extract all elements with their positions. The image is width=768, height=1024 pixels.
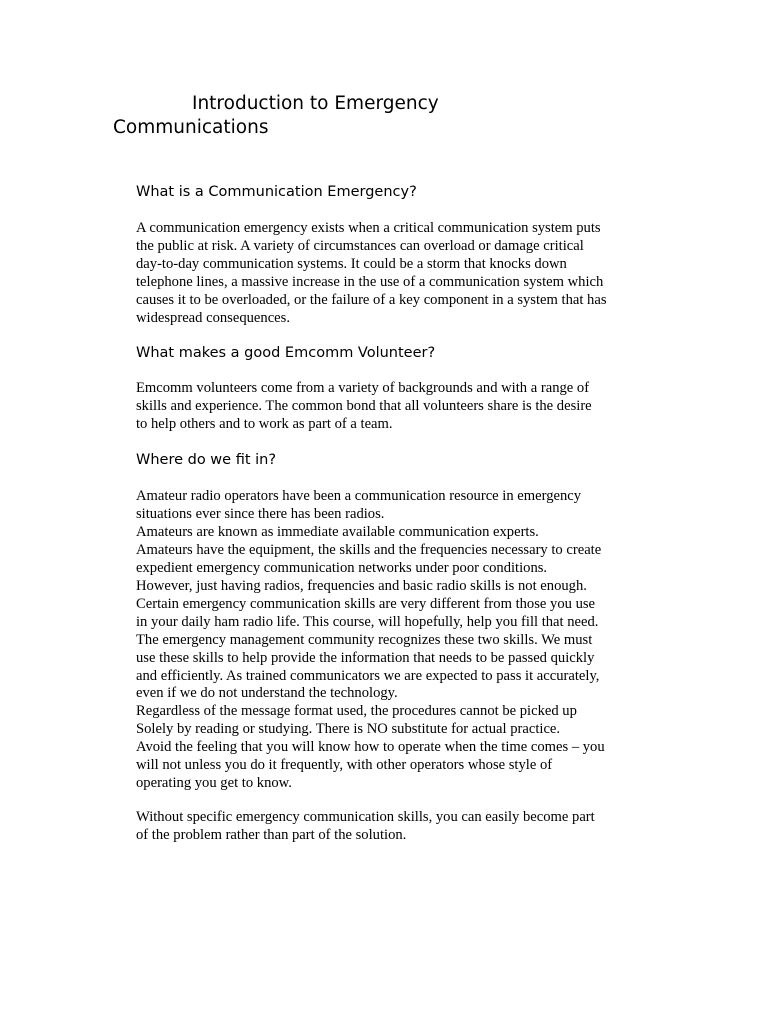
paragraph-line: Without specific emergency communication skills, you can easily become part xyxy=(136,809,595,825)
paragraph-line: Amateurs are known as immediate available communication experts. xyxy=(136,523,539,540)
paragraph-line: to help others and to work as part of a team. xyxy=(136,415,393,432)
paragraph-line: causes it to be overloaded, or the failure of a key component in a system that has xyxy=(136,291,607,308)
paragraph-line: Amateurs have the equipment, the skills and the frequencies necessary to create xyxy=(136,541,602,558)
paragraph-line: in your daily ham radio life. This course, will hopefully, help you fill that need. xyxy=(136,613,599,630)
paragraph-line: Emcomm volunteers come from a variety of backgrounds and with a range of xyxy=(136,380,590,396)
paragraph-line: Certain emergency communication skills are very different from those you use xyxy=(136,595,596,612)
paragraph-line: The emergency management community recognizes these two skills. We must xyxy=(136,631,593,648)
paragraph-line: Solely by reading or studying. There is NO substitute for actual practice. xyxy=(136,721,561,738)
paragraph-line: even if we do not understand the technology. xyxy=(136,685,398,702)
paragraph-line: operating you get to know. xyxy=(136,775,292,792)
paragraph-line: skills and experience. The common bond that all volunteers share is the desire xyxy=(136,397,592,414)
section-heading-emcomm-volunteer: What makes a good Emcomm Volunteer? xyxy=(136,345,436,361)
paragraph-line: the public at risk. A variety of circumstances can overload or damage critical xyxy=(136,237,584,254)
paragraph-communication-emergency xyxy=(136,220,632,328)
paragraph-line: Amateur radio operators have been a communication resource in emergency xyxy=(136,488,582,504)
paragraph-line: widespread consequences. xyxy=(136,309,290,326)
paragraph-line: telephone lines, a massive increase in the use of a communication system which xyxy=(136,273,604,290)
paragraph-where-do-we-fit xyxy=(136,488,632,793)
paragraph-line: use these skills to help provide the information that needs to be passed quickly xyxy=(136,649,595,666)
paragraph-closing xyxy=(136,809,632,845)
paragraph-line: Avoid the feeling that you will know how to operate when the time comes – you xyxy=(136,739,605,756)
paragraph-line: expedient emergency communication networks under poor conditions. xyxy=(136,559,548,576)
document-title xyxy=(113,92,533,140)
paragraph-line: will not unless you do it frequently, with other operators whose style of xyxy=(136,757,553,774)
paragraph-line: day-to-day communication systems. It could be a storm that knocks down xyxy=(136,255,567,272)
paragraph-line: and efficiently. As trained communicators we are expected to pass it accurately, xyxy=(136,667,600,684)
paragraph-line: situations ever since there has been radios. xyxy=(136,505,385,522)
title-line-2: Communications xyxy=(113,117,269,138)
section-heading-where-do-we-fit: Where do we fit in? xyxy=(136,452,277,468)
title-line-1: Introduction to Emergency xyxy=(192,93,439,114)
paragraph-line: However, just having radios, frequencies and basic radio skills is not enough. xyxy=(136,577,587,594)
paragraph-line: of the problem rather than part of the solution. xyxy=(136,826,407,843)
paragraph-line: Regardless of the message format used, the procedures cannot be picked up xyxy=(136,703,577,720)
paragraph-emcomm-volunteer xyxy=(136,380,632,434)
paragraph-line: A communication emergency exists when a critical communication system puts xyxy=(136,220,601,236)
section-heading-communication-emergency: What is a Communication Emergency? xyxy=(136,184,417,200)
